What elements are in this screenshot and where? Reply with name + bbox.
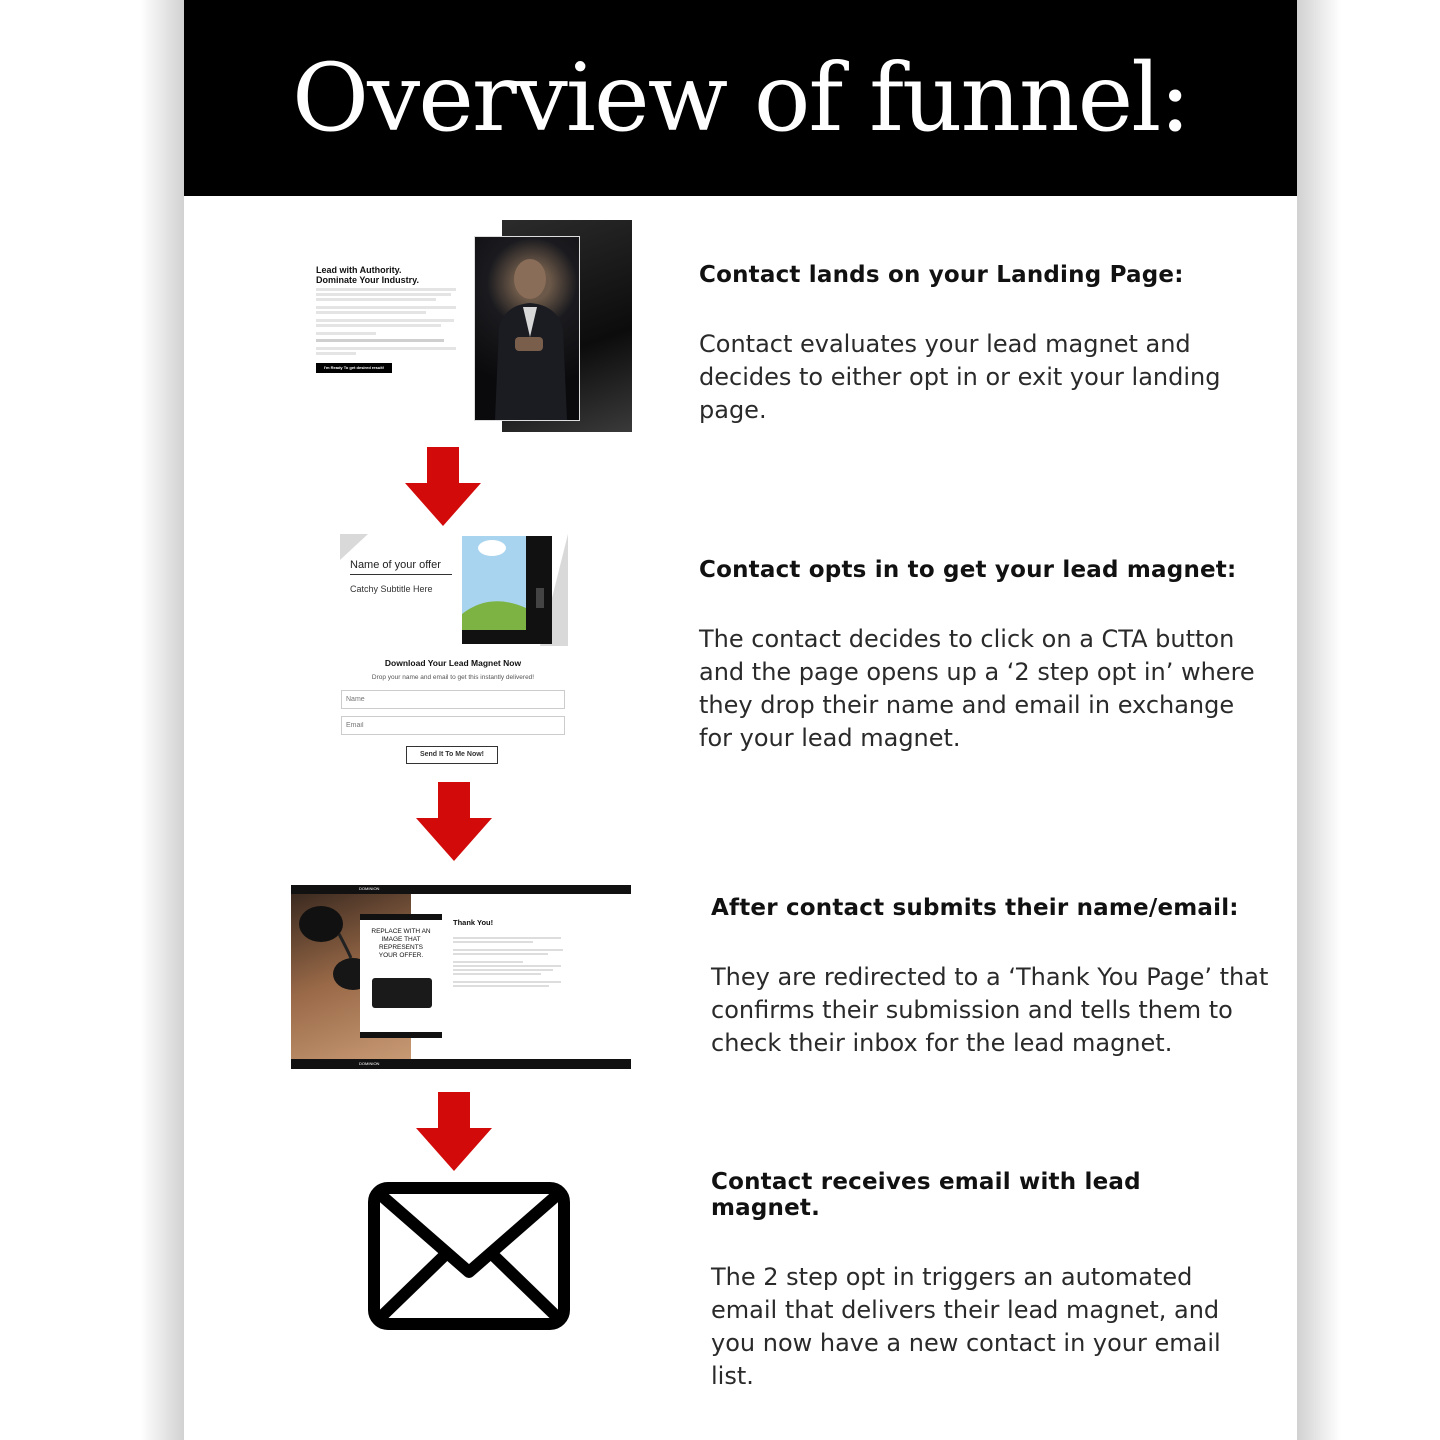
thankyou-footer-bar <box>291 1059 631 1069</box>
landing-headline-2: Dominate Your Industry. <box>316 275 420 285</box>
step-1 <box>699 262 1259 427</box>
landing-page-mockup <box>316 220 632 432</box>
offer-device-art <box>372 978 432 1008</box>
thankyou-heading: Thank You! <box>453 918 494 927</box>
thankyou-brand: DOMINION <box>359 886 380 891</box>
page-shadow-right <box>1297 0 1341 1440</box>
submit-button[interactable]: Send It To Me Now! <box>406 746 498 764</box>
offer-subtitle: Catchy Subtitle Here <box>350 584 433 594</box>
offer-image-card <box>360 914 442 1038</box>
landing-copy-block <box>316 265 471 400</box>
step-1-heading: Contact lands on your Landing Page: <box>699 262 1184 288</box>
page-title: Overview of funnel: <box>292 43 1189 153</box>
down-arrow-icon <box>403 447 483 527</box>
landing-headline-1: Lead with Authority. <box>316 265 402 275</box>
optin-page-mockup <box>340 534 568 766</box>
email-field[interactable] <box>341 716 565 735</box>
thankyou-footer-brand: DOMINION <box>359 1061 380 1066</box>
optin-form-subtitle: Drop your name and email to get this instantly delivered! <box>371 674 535 681</box>
step-3 <box>711 895 1281 1060</box>
thankyou-header-bar <box>291 885 631 894</box>
page-shadow-left <box>140 0 184 1440</box>
offer-image-placeholder-text: REPLACE WITH AN IMAGE THAT REPRESENTS YOUR OFFER. <box>371 928 431 959</box>
step-4 <box>711 1169 1251 1393</box>
offer-divider <box>350 574 452 575</box>
offer-name: Name of your offer <box>350 559 441 571</box>
landing-portrait-photo <box>474 236 580 421</box>
down-arrow-icon <box>414 1092 494 1172</box>
step-2-body: The contact decides to click on a CTA button and the page opens up a ‘2 step opt in’ where they drop their name and email in exchange for your lead magnet. <box>699 625 1255 752</box>
step-2-heading: Contact opts in to get your lead magnet: <box>699 557 1237 583</box>
step-4-body: The 2 step opt in triggers an automated email that delivers their lead magnet, and you now have a new contact in your email list. <box>711 1263 1221 1390</box>
title-banner <box>184 0 1297 196</box>
step-3-body: They are redirected to a ‘Thank You Page’ that confirms their submission and tells them to check their inbox for the lead magnet. <box>711 963 1269 1057</box>
step-3-heading: After contact submits their name/email: <box>711 895 1239 921</box>
step-4-heading: Contact receives email with lead magnet. <box>711 1169 1141 1221</box>
optin-form-title: Download Your Lead Magnet Now <box>384 658 522 668</box>
portrait-figure-icon <box>475 237 579 420</box>
down-arrow-icon <box>414 782 494 862</box>
thankyou-page-mockup <box>291 885 631 1069</box>
thankyou-body-lines <box>453 935 563 989</box>
landing-cta-button[interactable]: I'm Ready To get desired result! <box>316 363 392 373</box>
landing-placeholder-lines <box>316 288 471 355</box>
step-2 <box>699 557 1269 755</box>
envelope-icon <box>366 1180 572 1332</box>
step-1-body: Contact evaluates your lead magnet and decides to either opt in or exit your landing page. <box>699 330 1221 424</box>
name-field[interactable] <box>341 690 565 709</box>
